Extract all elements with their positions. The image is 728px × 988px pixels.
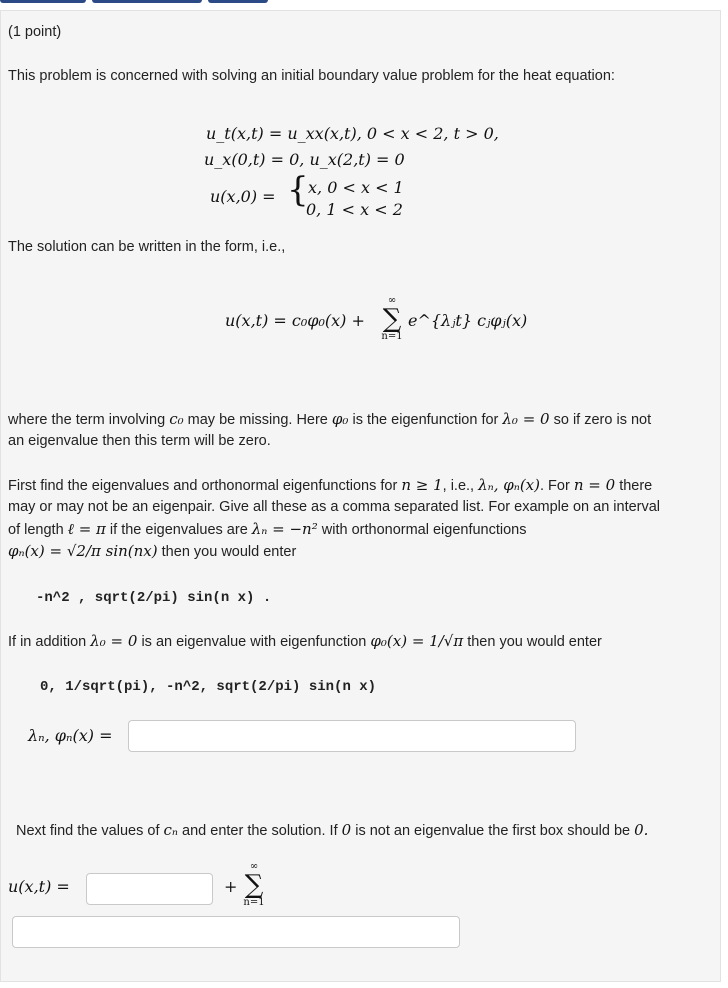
top-tab-3[interactable] — [208, 0, 268, 3]
series-sum-symbol: ∞ ∑ n=1 — [243, 861, 265, 908]
plus-sign: + — [224, 877, 238, 896]
paragraph-eigen-zero-line2: an eigenvalue then this term will be zero. — [8, 433, 271, 449]
solution-form-term: e^{λⱼt} cⱼφⱼ(x) — [408, 311, 528, 330]
example-answer-1: -n^2 , sqrt(2/pi) sin(n x) . — [36, 590, 272, 606]
top-tab-1[interactable] — [0, 0, 86, 3]
initial-condition-lhs: u(x,0) = — [210, 187, 276, 206]
eigenpair-answer-input[interactable] — [128, 720, 576, 752]
boundary-conditions: u_x(0,t) = 0, u_x(2,t) = 0 — [204, 150, 405, 169]
solution-first-term-input[interactable] — [86, 873, 213, 905]
pde-equation: u_t(x,t) = u_xx(x,t), 0 < x < 2, t > 0, — [206, 124, 499, 143]
paragraph-eigen-zero: where the term involving c₀ may be missing. Here φ₀ is the eigenfunction for λ₀ = 0 so if zero is not — [8, 410, 652, 428]
initial-condition-case-2: 0, 1 < x < 2 — [306, 200, 403, 219]
intro-text: This problem is concerned with solving an initial boundary value problem for the heat equation: — [8, 68, 615, 84]
paragraph-instructions-line4: φₙ(x) = √2/π sin(nx) then you would enter — [8, 542, 297, 560]
paragraph-instructions-line1: First find the eigenvalues and orthonormal eigenfunctions for n ≥ 1, i.e., λₙ, φₙ(x). For n = 0 there — [8, 476, 653, 494]
solution-answer-label: u(x,t) = — [8, 877, 70, 896]
initial-condition-case-1: x, 0 < x < 1 — [308, 178, 404, 197]
eigenpair-answer-label: λₙ, φₙ(x) = — [28, 726, 113, 745]
point-label: (1 point) — [8, 24, 62, 40]
solution-series-input[interactable] — [12, 916, 460, 948]
paragraph-zero-eigenvalue: If in addition λ₀ = 0 is an eigenvalue with eigenfunction φ₀(x) = 1/√π then you would enter — [8, 632, 602, 650]
solution-sum-symbol: ∞ ∑ n=1 — [381, 295, 403, 342]
piecewise-brace: { — [287, 170, 309, 210]
paragraph-instructions-line2: may or may not be an eigenpair. Give all these as a comma separated list. For example on an interval — [8, 499, 661, 515]
solution-intro-text: The solution can be written in the form, i.e., — [8, 239, 286, 255]
paragraph-next-step: Next find the values of cₙ and enter the solution. If 0 is not an eigenvalue the first box should be 0. — [16, 821, 649, 839]
solution-form-lhs: u(x,t) = c₀φ₀(x) + — [225, 311, 365, 330]
top-tab-2[interactable] — [92, 0, 202, 3]
example-answer-2: 0, 1/sqrt(pi), -n^2, sqrt(2/pi) sin(n x) — [40, 679, 377, 695]
paragraph-instructions-line3: of length ℓ = π if the eigenvalues are λₙ = −n² with orthonormal eigenfunctions — [8, 520, 527, 538]
